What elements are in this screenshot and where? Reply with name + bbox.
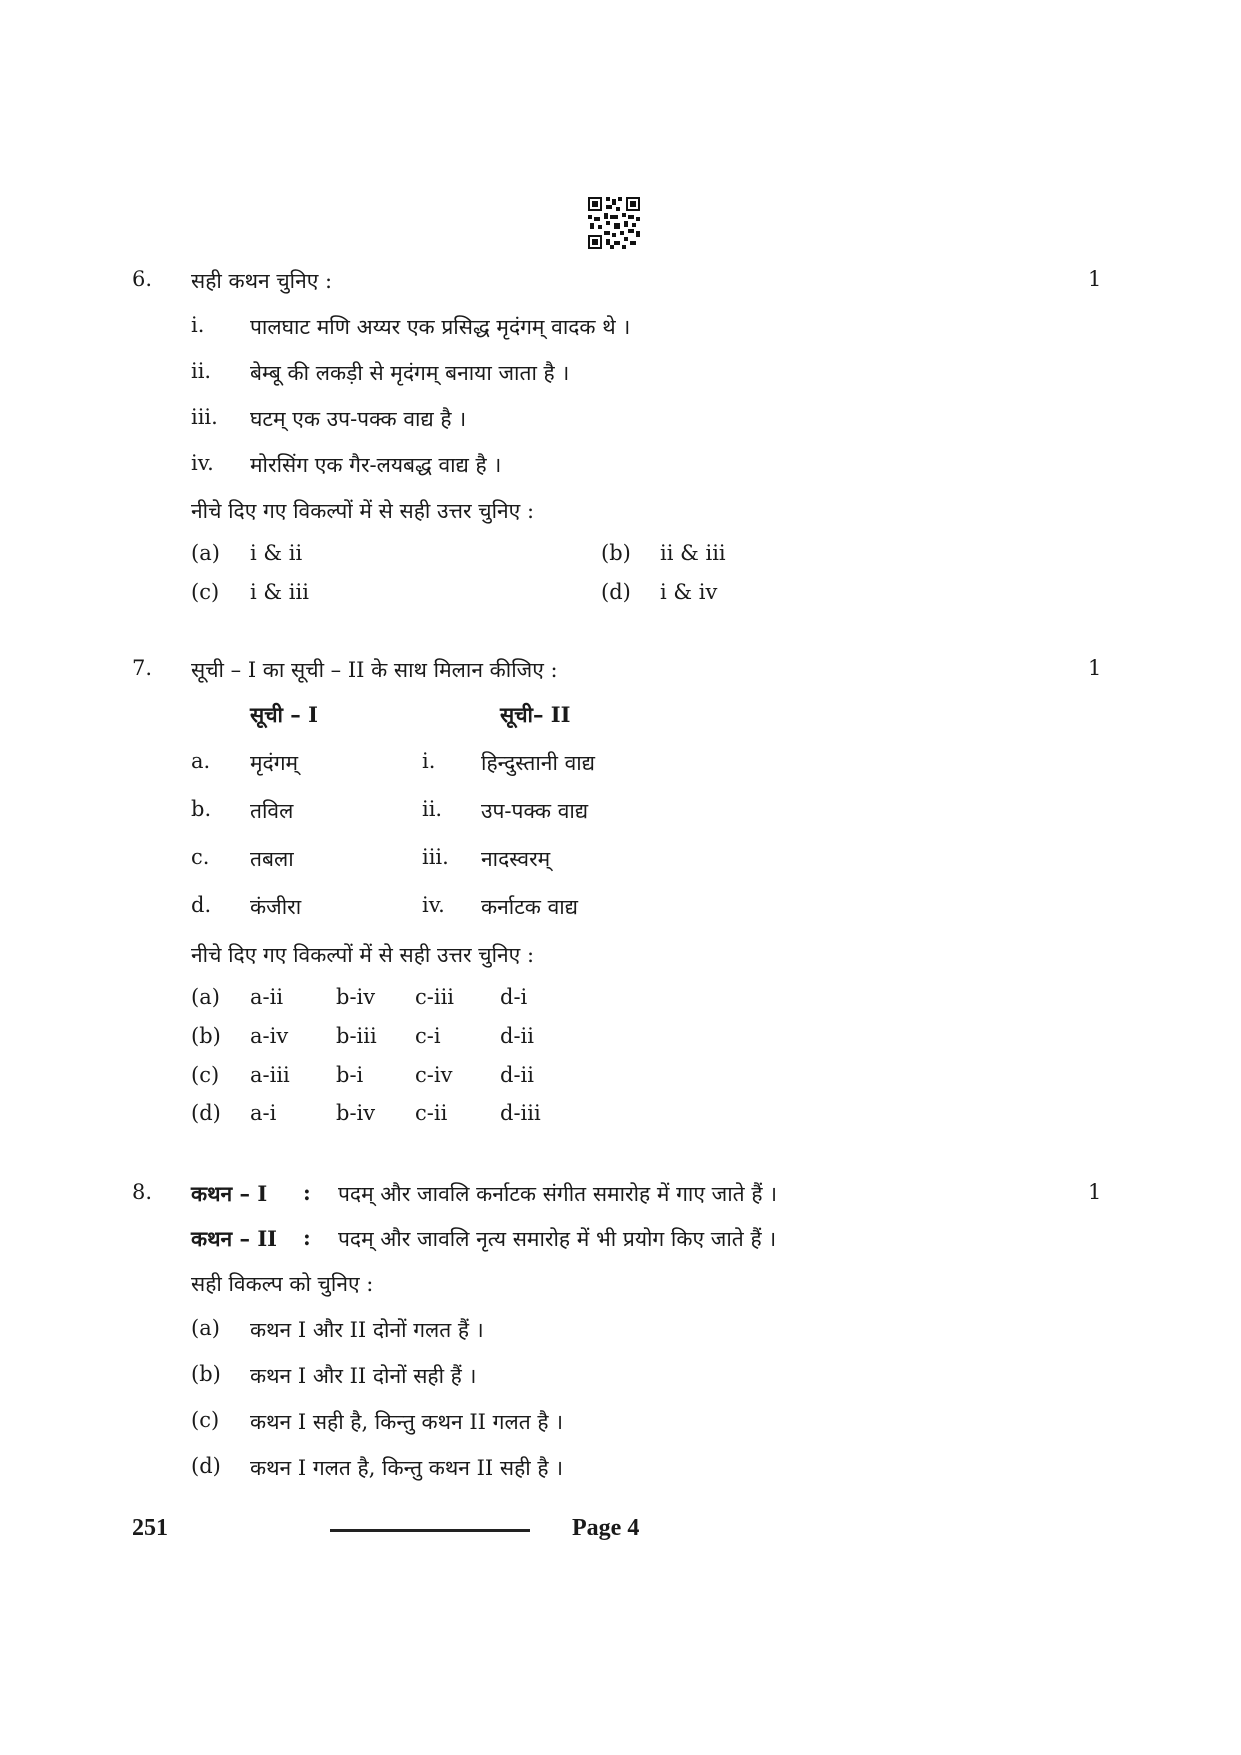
- q7-option-pair: a-ii: [250, 985, 284, 1009]
- question-8-marks: 1: [1088, 1180, 1102, 1204]
- q7-list2-item: हिन्दुस्तानी वाद्य: [481, 751, 595, 775]
- q6-statement-number: iv.: [191, 451, 214, 475]
- q6-option-label: (d): [601, 580, 631, 604]
- list-2-heading: सूची– II: [500, 702, 571, 727]
- q6-statement-text: मोरसिंग एक गैर-लयबद्ध वाद्य है ।: [250, 453, 502, 477]
- q7-list2-label: i.: [422, 749, 436, 773]
- q8-option-label: (a): [191, 1316, 220, 1340]
- statement-1-text: पदम् और जावलि कर्नाटक संगीत समारोह में गाए जाते हैं ।: [338, 1182, 778, 1206]
- q7-list1-item: तबला: [250, 847, 294, 871]
- qr-code-icon: [588, 197, 640, 249]
- q7-option-pair: a-i: [250, 1101, 277, 1125]
- q7-list2-item: उप-पक्क वाद्य: [481, 799, 589, 823]
- q7-list2-label: ii.: [422, 797, 443, 821]
- question-7-stem: सूची – I का सूची – II के साथ मिलान कीजिए :: [191, 658, 558, 682]
- q6-option-text: i & iv: [660, 580, 718, 604]
- footer-divider: [330, 1529, 530, 1532]
- statement-1-label: कथन – I: [191, 1181, 268, 1206]
- q7-option-pair: d-ii: [500, 1024, 534, 1048]
- q8-option-text: कथन I गलत है, किन्तु कथन II सही है ।: [250, 1456, 564, 1480]
- q7-option-pair: b-iv: [336, 1101, 376, 1125]
- q7-option-pair: d-ii: [500, 1063, 534, 1087]
- q7-option-label: (b): [191, 1024, 221, 1048]
- q7-option-pair: c-i: [415, 1024, 441, 1048]
- q8-option-text: कथन I और II दोनों गलत हैं ।: [250, 1318, 484, 1342]
- question-7-number: 7.: [132, 656, 153, 680]
- page-number: Page 4: [572, 1515, 640, 1541]
- question-8-number: 8.: [132, 1180, 153, 1204]
- q6-statement-number: i.: [191, 313, 205, 337]
- q6-option-text: i & ii: [250, 541, 303, 565]
- question-6-marks: 1: [1088, 267, 1102, 291]
- q7-option-label: (d): [191, 1101, 221, 1125]
- question-7-marks: 1: [1088, 656, 1102, 680]
- q8-option-text: कथन I सही है, किन्तु कथन II गलत है ।: [250, 1410, 564, 1434]
- q6-option-label: (c): [191, 580, 220, 604]
- statement-1-colon: :: [303, 1180, 311, 1205]
- q6-statement-number: iii.: [191, 405, 218, 429]
- q7-list2-item: कर्नाटक वाद्य: [481, 895, 578, 919]
- q6-option-label: (b): [601, 541, 631, 565]
- statement-2-label: कथन – II: [191, 1226, 277, 1251]
- q7-option-pair: b-iv: [336, 985, 376, 1009]
- q7-list2-label: iii.: [422, 845, 449, 869]
- q6-statement-text: घटम् एक उप-पक्क वाद्य है ।: [250, 407, 467, 431]
- q6-option-label: (a): [191, 541, 220, 565]
- q6-option-text: ii & iii: [660, 541, 726, 565]
- statement-2-colon: :: [303, 1225, 311, 1250]
- q8-option-text: कथन I और II दोनों सही हैं ।: [250, 1364, 477, 1388]
- q7-option-pair: c-iv: [415, 1063, 453, 1087]
- q7-instruction: नीचे दिए गए विकल्पों में से सही उत्तर चुनिए :: [191, 943, 535, 967]
- q7-option-pair: b-i: [336, 1063, 364, 1087]
- q6-statement-text: पालघाट मणि अय्यर एक प्रसिद्ध मृदंगम् वादक थे ।: [250, 315, 631, 339]
- q7-option-pair: d-i: [500, 985, 528, 1009]
- q7-option-pair: b-iii: [336, 1024, 377, 1048]
- q7-list2-label: iv.: [422, 893, 445, 917]
- q6-instruction: नीचे दिए गए विकल्पों में से सही उत्तर चुनिए :: [191, 499, 535, 523]
- q7-list1-item: कंजीरा: [250, 895, 302, 919]
- q8-option-label: (d): [191, 1454, 221, 1478]
- q7-option-pair: c-iii: [415, 985, 455, 1009]
- q7-option-pair: a-iv: [250, 1024, 289, 1048]
- q8-option-label: (c): [191, 1408, 220, 1432]
- q7-list1-item: मृदंगम्: [250, 751, 299, 775]
- q7-list1-item: तविल: [250, 799, 294, 823]
- q7-list1-label: b.: [191, 797, 212, 821]
- q7-option-label: (c): [191, 1063, 220, 1087]
- q6-statement-text: बेम्बू की लकड़ी से मृदंगम् बनाया जाता है ।: [250, 361, 570, 385]
- q8-instruction: सही विकल्प को चुनिए :: [191, 1272, 374, 1296]
- q8-option-label: (b): [191, 1362, 221, 1386]
- list-1-heading: सूची – I: [250, 702, 318, 727]
- question-6-stem: सही कथन चुनिए :: [191, 269, 333, 293]
- q7-list1-label: d.: [191, 893, 212, 917]
- statement-2-text: पदम् और जावलि नृत्य समारोह में भी प्रयोग किए जाते हैं ।: [338, 1227, 777, 1251]
- q7-option-pair: c-ii: [415, 1101, 448, 1125]
- paper-code: 251: [132, 1515, 168, 1541]
- q7-list1-label: c.: [191, 845, 210, 869]
- q6-option-text: i & iii: [250, 580, 309, 604]
- q7-option-pair: d-iii: [500, 1101, 541, 1125]
- q7-option-label: (a): [191, 985, 220, 1009]
- question-6-number: 6.: [132, 267, 153, 291]
- q7-option-pair: a-iii: [250, 1063, 290, 1087]
- q7-list1-label: a.: [191, 749, 211, 773]
- q6-statement-number: ii.: [191, 359, 212, 383]
- q7-list2-item: नादस्वरम्: [481, 847, 551, 871]
